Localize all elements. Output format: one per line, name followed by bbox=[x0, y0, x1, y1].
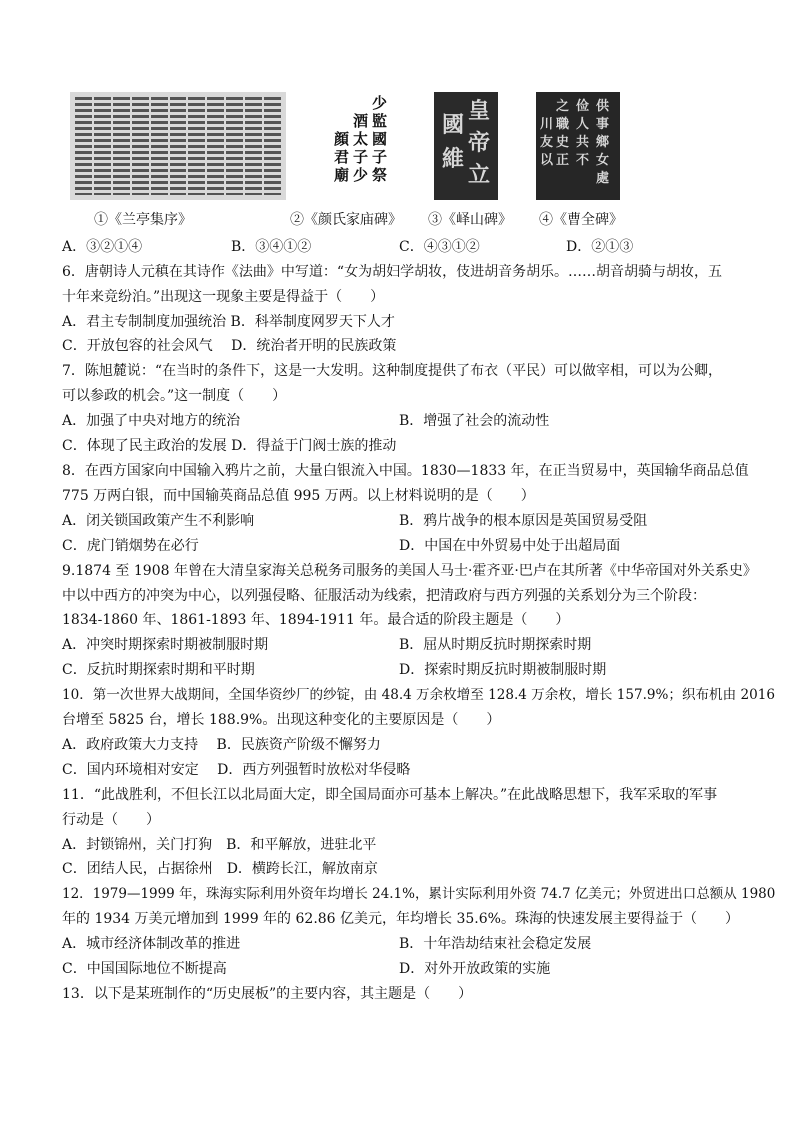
calligraphy-image-row bbox=[70, 92, 690, 204]
caption-caoquan: ④《曹全碑》 bbox=[539, 212, 623, 228]
lanting-preface-image bbox=[70, 92, 286, 200]
q9-option-c: C．反抗时期探索时期和平时期 bbox=[62, 662, 255, 678]
q9-stem-line-2: 中以中西方的冲突为中心，以列强侵略、征服活动为线索，把清政府与西方列强的关系划分为三个阶段： bbox=[62, 588, 706, 604]
q9-stem-line-3: 1834-1860 年、1861-1893 年、1894-1911 年。最合适的阶段主题是（ ） bbox=[62, 612, 570, 628]
q8-option-b: B．鸦片战争的根本原因是英国贸易受阻 bbox=[399, 513, 648, 529]
q5-option-c: C．④③①② bbox=[399, 239, 480, 255]
q12-stem-line-1: 12．1979—1999 年，珠海实际利用外资年均增长 24.1%，累计实际利用外资 74.7 亿美元；外贸进出口总额从 1980 bbox=[62, 886, 776, 902]
q12-option-a: A．城市经济体制改革的推进 bbox=[62, 936, 241, 952]
q12-stem-line-2: 年的 1934 万美元增加到 1999 年的 62.86 亿美元，年均增长 35.6%。珠海的快速发展主要得益于（ ） bbox=[62, 911, 739, 927]
q11-options-cd: C．团结人民，占据徐州 D．横跨长江，解放南京 bbox=[62, 861, 378, 877]
caption-yan-family: ②《颜氏家庙碑》 bbox=[290, 212, 402, 228]
q13-stem-line-1: 13．以下是某班制作的“历史展板”的主要内容，其主题是（ ） bbox=[62, 986, 473, 1002]
caoquan-stele-image: 供 事 鄉 女 處 俭 人 共 不 之 職 史 正 川 友 以 bbox=[536, 92, 620, 200]
image-caption-row bbox=[0, 209, 794, 229]
yan-family-temple-stele-image: 少 監 國 子 祭 酒 太 子 少 顔 君 廟 bbox=[328, 92, 392, 200]
q5-option-a: A．③②①④ bbox=[62, 239, 143, 255]
q10-stem-line-2: 台增至 5825 台，增长 188.9%。出现这种变化的主要原因是（ ） bbox=[62, 712, 501, 728]
q6-options-cd: C．开放包容的社会风气 D．统治者开明的民族政策 bbox=[62, 338, 397, 354]
q8-option-a: A．闭关锁国政策产生不利影响 bbox=[62, 513, 255, 529]
q7-option-b: B．增强了社会的流动性 bbox=[399, 413, 550, 429]
caption-lanting: ①《兰亭集序》 bbox=[94, 212, 192, 228]
q6-stem-line-2: 十年来竞纷泊。”出现这一现象主要是得益于（ ） bbox=[62, 289, 385, 305]
yishan-stele-image: 皇 帝 立 國 維 bbox=[434, 92, 498, 200]
q7-options-cd: C．体现了民主政治的发展 D．得益于门阀士族的推动 bbox=[62, 438, 397, 454]
q8-option-c: C．虎门销烟势在必行 bbox=[62, 538, 199, 554]
q7-stem-line-1: 7．陈旭麓说：“在当时的条件下，这是一大发明。这种制度提供了布衣（平民）可以做宰相，可以为公卿， bbox=[62, 363, 723, 379]
q8-stem-line-1: 8．在西方国家向中国输入鸦片之前，大量白银流入中国。1830—1833 年，在正当贸易中，英国输华商品总值 bbox=[62, 463, 749, 479]
caption-yishan: ③《峄山碑》 bbox=[428, 212, 512, 228]
q6-options-ab: A．君主专制制度加强统治 B．科举制度网罗天下人才 bbox=[62, 314, 395, 330]
q5-option-b: B．③④①② bbox=[231, 239, 312, 255]
q7-option-a: A．加强了中央对地方的统治 bbox=[62, 413, 241, 429]
q11-stem-line-2: 行动是（ ） bbox=[62, 812, 160, 828]
q11-options-ab: A．封锁锦州，关门打狗 B．和平解放，进驻北平 bbox=[62, 837, 377, 853]
q12-option-c: C．中国国际地位不断提高 bbox=[62, 961, 227, 977]
q10-options-cd: C．国内环境相对安定 D．西方列强暂时放松对华侵略 bbox=[62, 762, 411, 778]
q10-stem-line-1: 10．第一次世界大战期间，全国华资纱厂的纱锭，由 48.4 万余枚增至 128.4 万余枚，增长 157.9%；织布机由 2016 bbox=[62, 687, 775, 703]
q6-stem-line-1: 6．唐朝诗人元稹在其诗作《法曲》中写道：“女为胡妇学胡妆，伎进胡音务胡乐。……胡音胡骑与胡妆，五 bbox=[62, 264, 723, 280]
q9-option-a: A．冲突时期探索时期被制服时期 bbox=[62, 637, 269, 653]
q9-option-b: B．屈从时期反抗时期探索时期 bbox=[399, 637, 592, 653]
q12-option-b: B．十年浩劫结束社会稳定发展 bbox=[399, 936, 592, 952]
q10-options-ab: A．政府政策大力支持 B．民族资产阶级不懈努力 bbox=[62, 737, 381, 753]
q9-option-d: D．探索时期反抗时期被制服时期 bbox=[399, 662, 607, 678]
q8-option-d: D．中国在中外贸易中处于出超局面 bbox=[399, 538, 621, 554]
q7-stem-line-2: 可以参政的机会。”这一制度（ ） bbox=[62, 388, 287, 404]
q12-option-d: D．对外开放政策的实施 bbox=[399, 961, 551, 977]
q8-stem-line-2: 775 万两白银，而中国输英商品总值 995 万两。以上材料说明的是（ ） bbox=[62, 488, 535, 504]
q5-option-d: D．②①③ bbox=[566, 239, 634, 255]
q9-stem-line-1: 9.1874 至 1908 年曾在大清皇家海关总税务司服务的美国人马士·霍齐亚·巴卢在其所著《中华帝国对外关系史》 bbox=[62, 563, 757, 579]
q11-stem-line-1: 11．“此战胜利，不但长江以北局面大定，即全国局面亦可基本上解决。”在此战略思想下，我军采取的军事 bbox=[62, 787, 718, 803]
